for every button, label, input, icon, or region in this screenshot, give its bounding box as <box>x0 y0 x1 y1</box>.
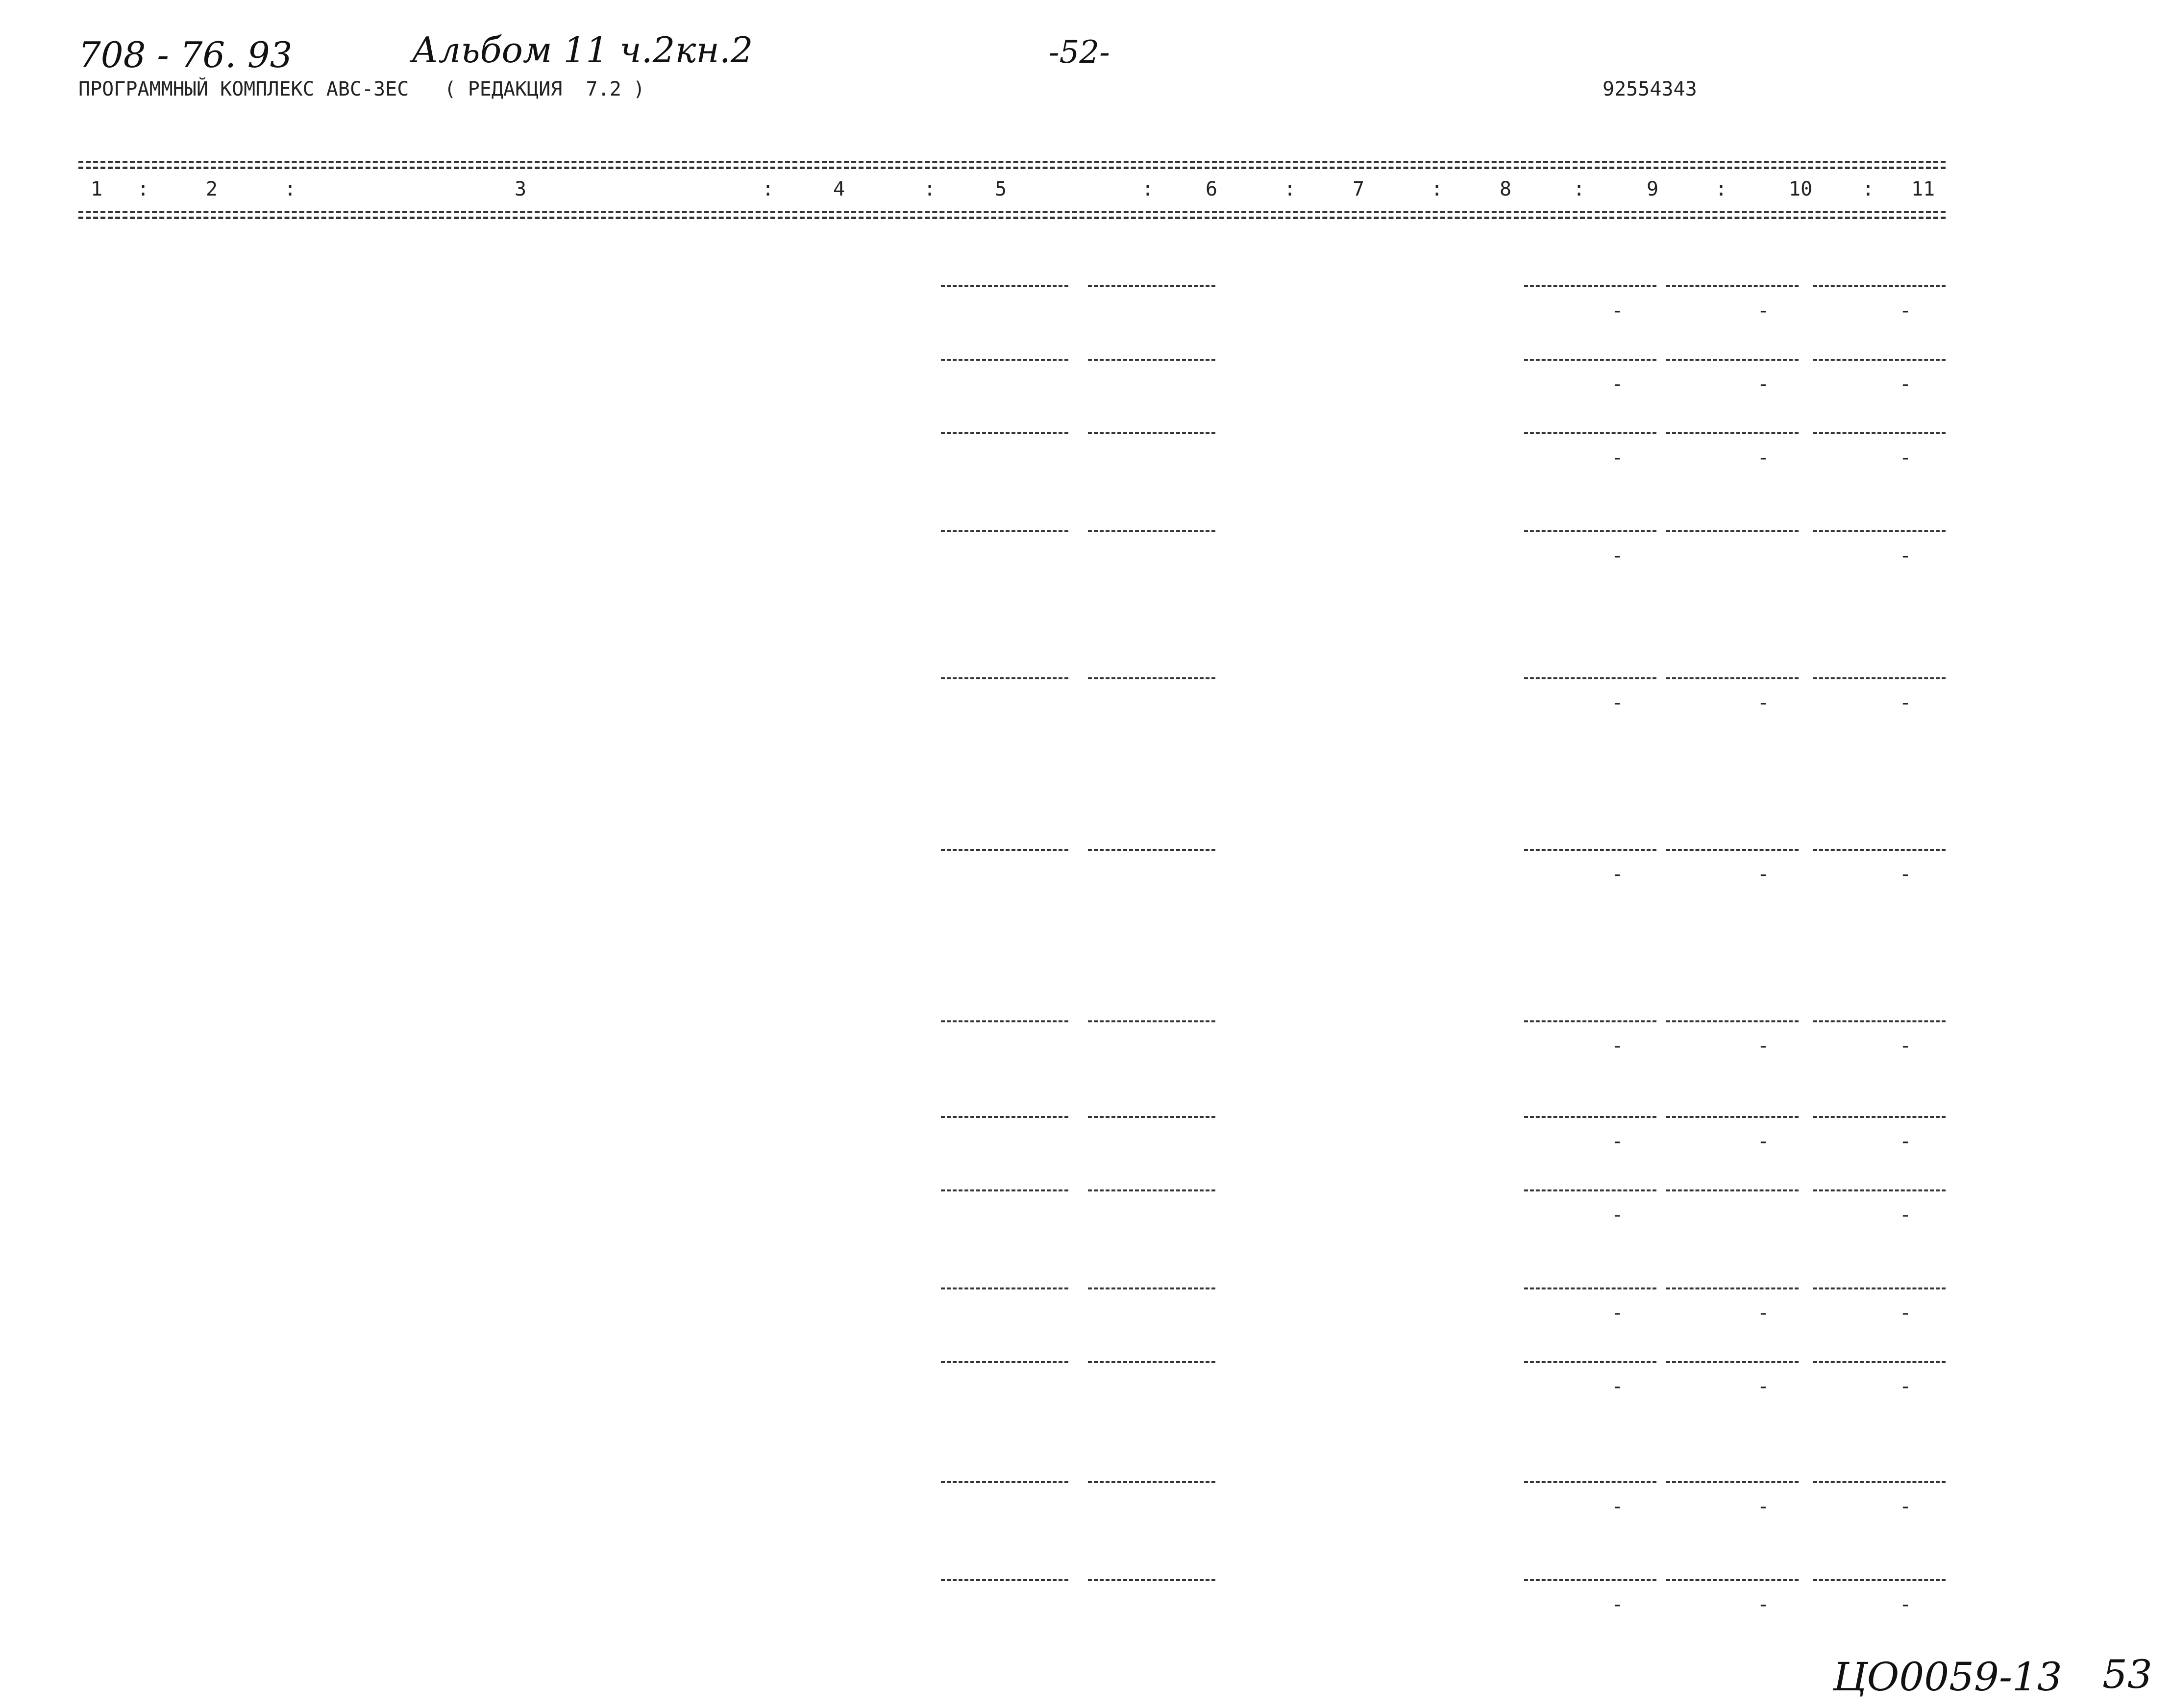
col11-rule <box>1813 1481 1946 1483</box>
col11-rule <box>1813 1361 1946 1363</box>
price-rule <box>941 1361 1068 1363</box>
column-header-label: 6 <box>1206 178 1218 200</box>
price-rule <box>941 849 1068 851</box>
column-header-label: 11 <box>1911 178 1935 200</box>
top-rule <box>78 161 1946 163</box>
price-rule <box>941 1189 1068 1191</box>
col9-rule <box>1524 1020 1656 1022</box>
col11-rule <box>1813 1020 1946 1022</box>
col9-rule <box>1524 849 1656 851</box>
row-col11-sub: - <box>1899 299 1911 322</box>
col11-rule <box>1813 1116 1946 1118</box>
col10-rule <box>1666 1579 1799 1581</box>
col6-rule <box>1088 1361 1215 1363</box>
row-col9-sub: - <box>1611 373 1624 396</box>
page-number: -52- <box>1049 34 1110 71</box>
col9-rule <box>1524 530 1656 532</box>
col6-rule <box>1088 1189 1215 1191</box>
price-rule <box>941 1116 1068 1118</box>
row-col10-sub: - <box>1757 1130 1769 1153</box>
col11-rule <box>1813 677 1946 679</box>
row-col10-sub: - <box>1757 1375 1769 1398</box>
column-header-label: 1 <box>91 178 103 200</box>
col10-rule <box>1666 1189 1799 1191</box>
col6-rule <box>1088 432 1215 434</box>
col6-rule <box>1088 677 1215 679</box>
col11-rule <box>1813 1189 1946 1191</box>
column-header-separator: : <box>1142 178 1154 200</box>
row-col9-sub: - <box>1611 1035 1624 1057</box>
row-col10-sub: - <box>1757 1593 1769 1616</box>
row-col9-sub: - <box>1611 1495 1624 1518</box>
price-rule <box>941 1020 1068 1022</box>
row-col9-sub: - <box>1611 299 1624 322</box>
col10-rule <box>1666 1020 1799 1022</box>
column-header-separator: : <box>1573 178 1585 200</box>
col6-rule <box>1088 285 1215 287</box>
header-rule <box>78 211 1946 213</box>
row-col10-sub: - <box>1757 373 1769 396</box>
price-rule <box>941 677 1068 679</box>
row-col11-sub: - <box>1899 692 1911 714</box>
col10-rule <box>1666 359 1799 361</box>
row-col11-sub: - <box>1899 1130 1911 1153</box>
column-header-label: 5 <box>995 178 1007 200</box>
row-col9-sub: - <box>1611 692 1624 714</box>
row-col9-sub: - <box>1611 1375 1624 1398</box>
row-col10-sub: - <box>1757 299 1769 322</box>
col11-rule <box>1813 849 1946 851</box>
row-col11-sub: - <box>1899 1302 1911 1324</box>
col6-rule <box>1088 530 1215 532</box>
top-rule-2 <box>78 167 1946 169</box>
row-col11-sub: - <box>1899 545 1911 567</box>
col10-rule <box>1666 285 1799 287</box>
row-col10-sub: - <box>1757 692 1769 714</box>
row-col11-sub: - <box>1899 1593 1911 1616</box>
col6-rule <box>1088 1481 1215 1483</box>
price-rule <box>941 1481 1068 1483</box>
col9-rule <box>1524 1189 1656 1191</box>
column-header-separator: : <box>762 178 774 200</box>
header-rule-2 <box>78 217 1946 219</box>
col10-rule <box>1666 530 1799 532</box>
row-col10-sub: - <box>1757 863 1769 886</box>
col6-rule <box>1088 849 1215 851</box>
row-col10-sub: - <box>1757 446 1769 469</box>
row-col9-sub: - <box>1611 863 1624 886</box>
col6-rule <box>1088 1116 1215 1118</box>
col10-rule <box>1666 1361 1799 1363</box>
col9-rule <box>1524 1116 1656 1118</box>
column-header-label: 10 <box>1789 178 1813 200</box>
column-header-label: 2 <box>206 178 218 200</box>
price-rule <box>941 1579 1068 1581</box>
row-col11-sub: - <box>1899 1375 1911 1398</box>
column-header-separator: : <box>924 178 936 200</box>
row-col10-sub: - <box>1757 1035 1769 1057</box>
row-col11-sub: - <box>1899 1035 1911 1057</box>
column-header-separator: : <box>1431 178 1443 200</box>
column-header-label: 9 <box>1647 178 1659 200</box>
column-header-label: 3 <box>515 178 527 200</box>
col6-rule <box>1088 1579 1215 1581</box>
column-header-separator: : <box>284 178 296 200</box>
col11-rule <box>1813 359 1946 361</box>
album-title: Альбом 11 ч.2кн.2 <box>412 29 753 71</box>
row-col10-sub: - <box>1757 1302 1769 1324</box>
col9-rule <box>1524 1287 1656 1289</box>
col9-rule <box>1524 1579 1656 1581</box>
col9-rule <box>1524 285 1656 287</box>
column-header-separator: : <box>1862 178 1875 200</box>
col11-rule <box>1813 432 1946 434</box>
col11-rule <box>1813 1579 1946 1581</box>
footer-stamp: ЦО0059-13 <box>1833 1654 2062 1700</box>
col6-rule <box>1088 1020 1215 1022</box>
column-header-separator: : <box>1284 178 1296 200</box>
row-col9-sub: - <box>1611 1593 1624 1616</box>
row-col9-sub: - <box>1611 545 1624 567</box>
col10-rule <box>1666 1116 1799 1118</box>
col6-rule <box>1088 1287 1215 1289</box>
document-code: 92554343 <box>1603 78 1697 100</box>
sheet-number: 53 <box>2102 1652 2152 1697</box>
col11-rule <box>1813 285 1946 287</box>
row-col11-sub: - <box>1899 446 1911 469</box>
col10-rule <box>1666 1287 1799 1289</box>
col9-rule <box>1524 359 1656 361</box>
row-col9-sub: - <box>1611 1130 1624 1153</box>
column-header-label: 4 <box>833 178 845 200</box>
column-header-label: 7 <box>1353 178 1365 200</box>
price-rule <box>941 359 1068 361</box>
row-col10-sub: - <box>1757 1495 1769 1518</box>
price-rule <box>941 432 1068 434</box>
col9-rule <box>1524 1361 1656 1363</box>
col6-rule <box>1088 359 1215 361</box>
column-header-separator: : <box>1715 178 1727 200</box>
col9-rule <box>1524 1481 1656 1483</box>
price-rule <box>941 285 1068 287</box>
column-header-separator: : <box>137 178 149 200</box>
col11-rule <box>1813 530 1946 532</box>
price-rule <box>941 530 1068 532</box>
doc-code: 708 - 76. 93 <box>78 34 293 75</box>
column-header-label: 8 <box>1500 178 1512 200</box>
col9-rule <box>1524 432 1656 434</box>
row-col11-sub: - <box>1899 1495 1911 1518</box>
row-col11-sub: - <box>1899 1204 1911 1226</box>
row-col11-sub: - <box>1899 863 1911 886</box>
col9-rule <box>1524 677 1656 679</box>
col10-rule <box>1666 1481 1799 1483</box>
col10-rule <box>1666 432 1799 434</box>
row-col9-sub: - <box>1611 1204 1624 1226</box>
row-col9-sub: - <box>1611 446 1624 469</box>
col11-rule <box>1813 1287 1946 1289</box>
row-col11-sub: - <box>1899 373 1911 396</box>
price-rule <box>941 1287 1068 1289</box>
col10-rule <box>1666 677 1799 679</box>
col10-rule <box>1666 849 1799 851</box>
program-line: ПРОГРАММНЫЙ КОМПЛЕКС АВС-3ЕС ( РЕДАКЦИЯ 7.2 ) <box>78 78 645 100</box>
row-col9-sub: - <box>1611 1302 1624 1324</box>
